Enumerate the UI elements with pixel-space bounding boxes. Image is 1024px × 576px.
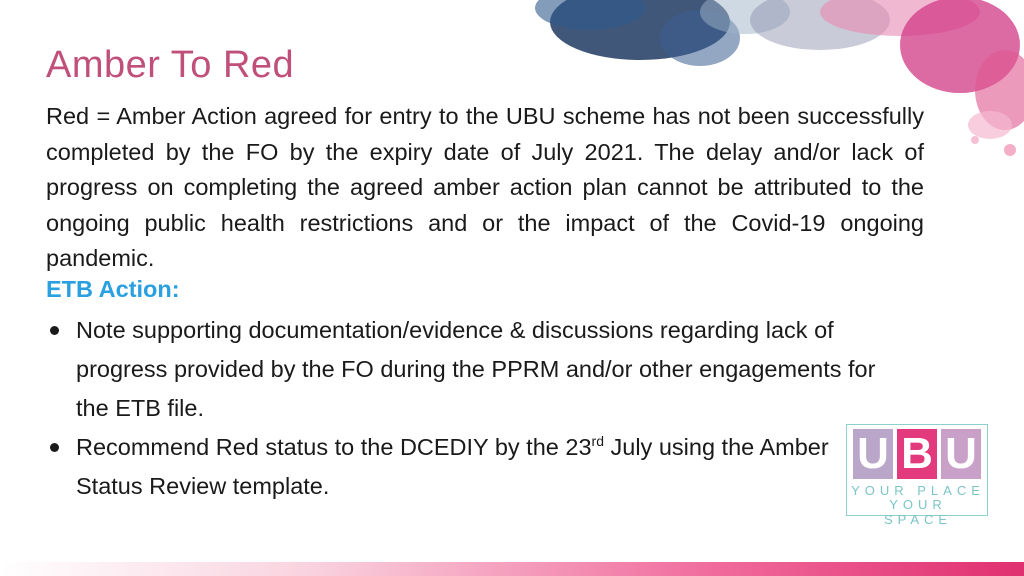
list-item	[46, 428, 866, 506]
amber-to-red-definition: Red = Amber Action agreed for entry to the UBU scheme has not been successfully completed by the FO by the expiry date of July 2021. The delay and/or lack of progress on completing the agreed amber action plan cannot be attributed to the ongoing public health restrictions and or the impact of the Covid-19 ongoing pandemic.	[46, 103, 924, 271]
logo-letter-u: U	[941, 429, 981, 479]
bullet-text-after: July using the Amber Status Review template.	[76, 434, 829, 499]
etb-action-heading: ETB Action:	[46, 276, 180, 302]
list-item	[46, 311, 896, 428]
ubu-logo	[846, 424, 988, 527]
logo-letter-u: U	[853, 429, 893, 479]
bullet-text: Note supporting documentation/evidence & discussions regarding lack of progress provided by the FO during the PPRM and/or other engagements for the ETB file.	[76, 317, 876, 421]
slide-title: Amber To Red	[46, 44, 295, 86]
logo-letter-b: B	[897, 429, 937, 479]
bullet-dot-icon	[50, 443, 59, 452]
ordinal-suffix: rd	[591, 433, 604, 450]
logo-letters	[853, 429, 981, 481]
bottom-gradient-bar	[0, 562, 1024, 576]
bullet-text-before: Recommend Red status to the DCEDIY by the 23	[76, 434, 592, 460]
etb-action-list	[46, 311, 906, 506]
logo-tagline-place: YOUR PLACE	[851, 483, 985, 498]
logo-tagline-space: YOUR SPACE	[883, 497, 953, 527]
bullet-dot-icon	[50, 326, 59, 335]
